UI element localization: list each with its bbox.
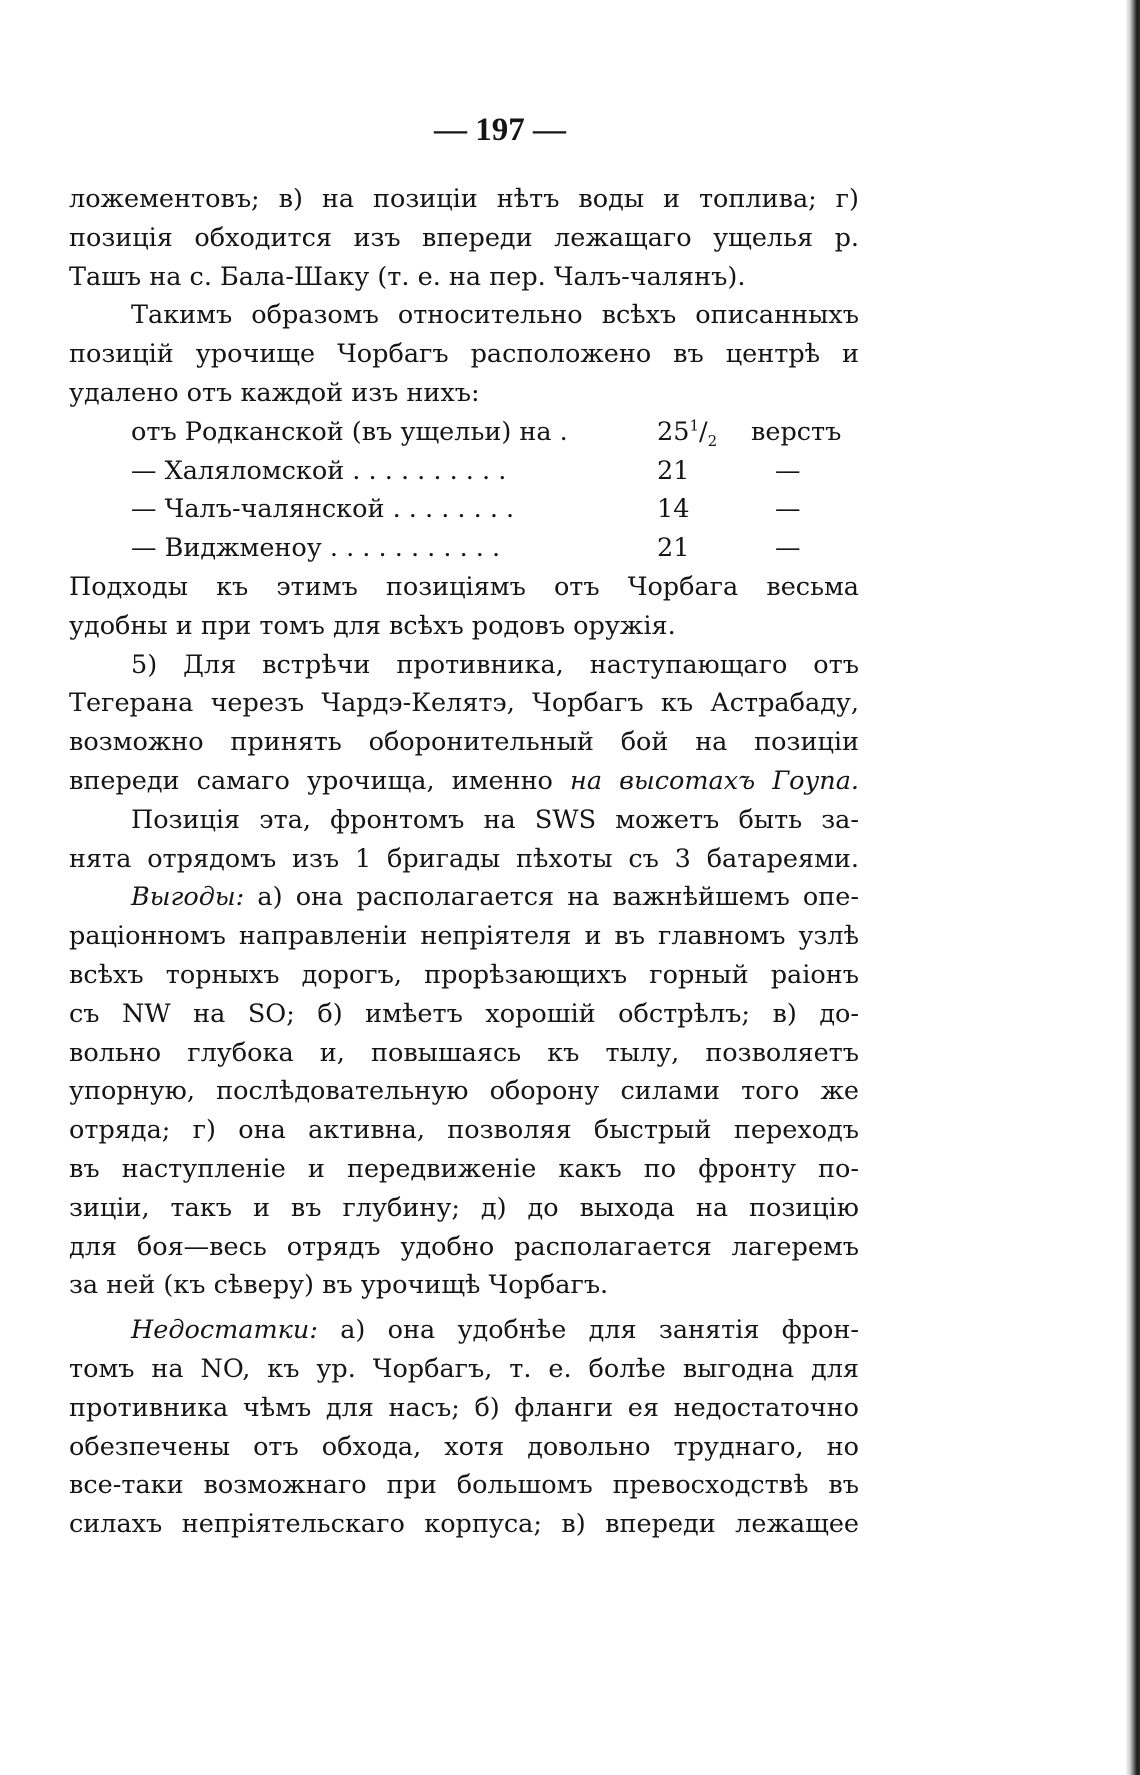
distance-value: 21	[657, 533, 690, 564]
text-line: противника чѣмъ для насъ; б) фланги ея недостаточно	[69, 1392, 859, 1423]
text-line: позиція обходится изъ впереди лежащаго ущелья р.	[69, 222, 859, 253]
ditto-dash: —	[775, 455, 801, 486]
distance-table	[69, 413, 859, 568]
emphasis-text: на высотахъ Гоупа.	[570, 765, 860, 796]
text-line: позицій урочище Чорбагъ расположено въ центрѣ и	[69, 339, 859, 370]
paragraph	[69, 1311, 859, 1544]
text-line: Недостатки: а) она удобнѣе для занятія фрон-	[131, 1315, 859, 1346]
text-line: все-таки возможнаго при большомъ превосходствѣ въ	[69, 1470, 859, 1501]
section-heading-advantages: Выгоды:	[131, 882, 245, 913]
text-line: съ NW на SO; б) имѣетъ хорошій обстрѣлъ; в) до-	[69, 998, 859, 1029]
text-line: Такимъ образомъ относительно всѣхъ описанныхъ	[131, 300, 859, 331]
text-line: томъ на NO, къ ур. Чорбагъ, т. е. болѣе выгодна для	[69, 1353, 859, 1384]
ditto-dash: —	[775, 494, 801, 525]
text-line: вольно глубока и, повышаясь къ тылу, позволяетъ	[69, 1037, 859, 1068]
text-line: для боя—весь отрядъ удобно располагается лагеремъ	[69, 1231, 859, 1262]
text-line: Выгоды: а) она располагается на важнѣйшемъ опе-	[131, 882, 859, 913]
page-edge-shadow	[1126, 0, 1140, 1775]
text-line: удобны и при томъ для всѣхъ родовъ оружія.	[69, 610, 676, 641]
distance-row	[69, 490, 859, 529]
page-number: — 197 —	[434, 112, 566, 148]
text-line: нята отрядомъ изъ 1 бригады пѣхоты съ 3 батареями.	[69, 843, 859, 874]
text-line: силахъ непріятельскаго корпуса; в) впереди лежащее	[69, 1509, 859, 1540]
text-line: удалено отъ каждой изъ нихъ:	[69, 377, 480, 408]
paragraph	[69, 180, 859, 296]
distance-name: — Чалъ-чалянской . . . . . . . .	[131, 494, 515, 525]
page-body-text	[69, 180, 859, 1544]
distance-name: — Виджменоу . . . . . . . . . . .	[131, 533, 501, 564]
text-line: Подходы къ этимъ позиціямъ отъ Чорбага весьма	[69, 571, 859, 602]
distance-value: $25^1/_2$	[657, 416, 718, 450]
section-heading-disadvantages: Недостатки:	[131, 1315, 318, 1346]
text-line: въ наступленіе и передвиженіе какъ по фронту по-	[69, 1153, 859, 1184]
text-line: за ней (къ сѣверу) въ урочищѣ Чорбагъ.	[69, 1270, 609, 1301]
text-line: Позиція эта, фронтомъ на SWS можетъ быть за-	[131, 804, 859, 835]
paragraph	[69, 801, 859, 879]
text-line: упорную, послѣдовательную оборону силами того же	[69, 1076, 859, 1107]
distance-row	[69, 529, 859, 568]
text-line: возможно принять оборонительный бой на позиціи	[69, 727, 859, 758]
text-line: впереди самаго урочища, именно на высотахъ Гоупа.	[69, 765, 860, 796]
text-line: Тегерана черезъ Чардэ-Келятэ, Чорбагъ къ Астрабаду,	[69, 688, 859, 719]
paragraph	[69, 296, 859, 412]
text-line: раціонномъ направленіи непріятеля и въ главномъ узлѣ	[69, 921, 859, 952]
distance-name: — Халяломской . . . . . . . . . .	[131, 455, 507, 486]
text-line: зиціи, такъ и въ глубину; д) до выхода на позицію	[69, 1192, 859, 1223]
text-line: всѣхъ торныхъ дорогъ, прорѣзающихъ горный раіонъ	[69, 959, 859, 990]
text-line: Ташъ на с. Бала-Шаку (т. е. на пер. Чалъ-чалянъ).	[69, 261, 746, 292]
text-line: 5) Для встрѣчи противника, наступающаго отъ	[131, 649, 859, 680]
distance-value: 14	[657, 494, 690, 525]
text-line: отряда; г) она активна, позволяя быстрый переходъ	[69, 1115, 859, 1146]
ditto-dash: —	[775, 533, 801, 564]
text-line: ложементовъ; в) на позиціи нѣтъ воды и топлива; г)	[69, 184, 859, 214]
text-line: обезпечены отъ обхода, хотя довольно труднаго, но	[69, 1431, 859, 1462]
distance-unit: верстъ	[751, 416, 842, 447]
paragraph	[69, 568, 859, 646]
distance-row	[69, 452, 859, 491]
distance-value: 21	[657, 455, 690, 486]
distance-row	[69, 413, 859, 452]
distance-name: отъ Родканской (въ ущельи) на .	[131, 416, 568, 447]
paragraph	[69, 878, 859, 1305]
paragraph	[69, 646, 859, 801]
